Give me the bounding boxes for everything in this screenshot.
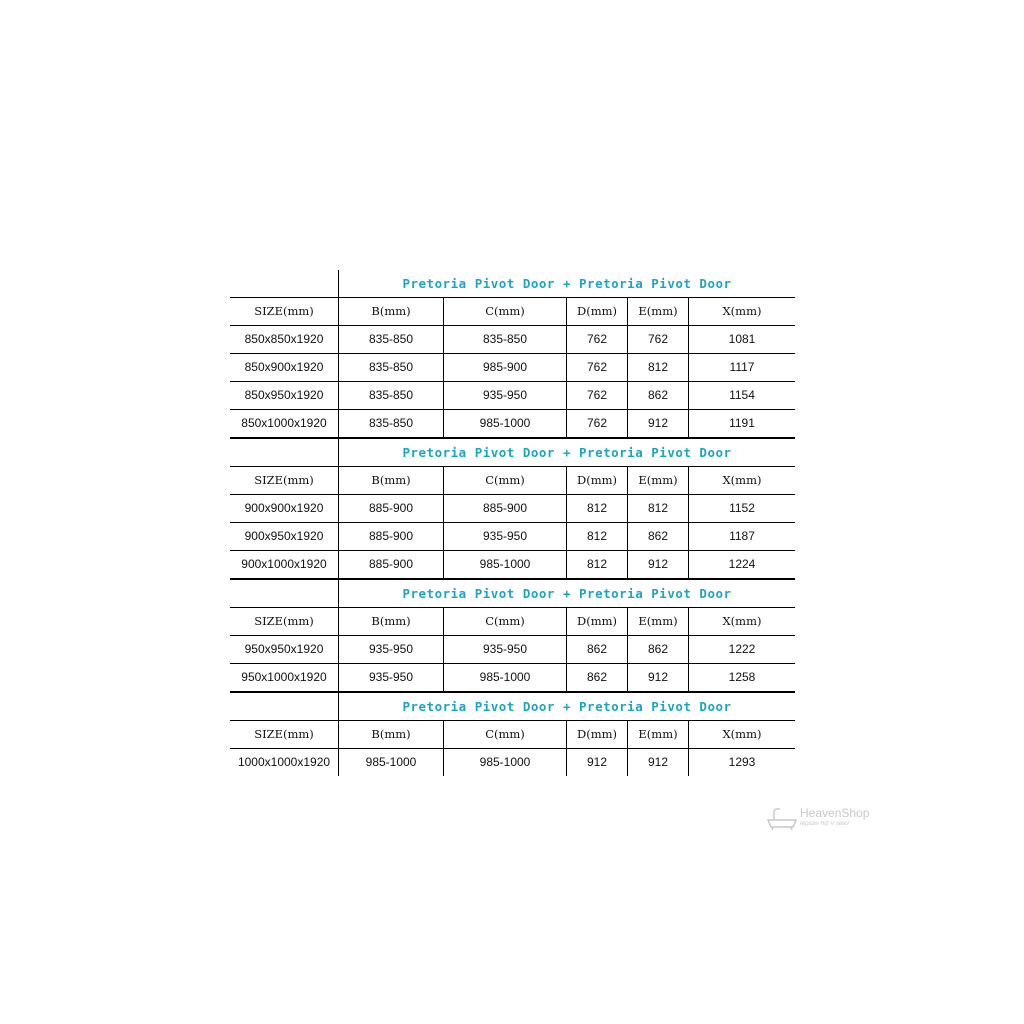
- blank-cell: [230, 693, 338, 720]
- table-row: [230, 410, 795, 439]
- table-cell: 1293: [688, 749, 795, 776]
- column-header-row: [230, 298, 795, 326]
- column-header: E(mm): [627, 608, 688, 635]
- section-title: Pretoria Pivot Door + Pretoria Pivot Door: [338, 439, 795, 466]
- size-spec-table: [230, 270, 795, 776]
- table-cell: 862: [627, 523, 688, 550]
- table-cell: 812: [566, 495, 627, 522]
- blank-cell: [230, 439, 338, 466]
- table-row: [230, 551, 795, 580]
- table-cell: 1117: [688, 354, 795, 381]
- table-cell: 912: [627, 410, 688, 437]
- column-header: C(mm): [443, 721, 566, 748]
- table-cell: 900x900x1920: [244, 501, 324, 515]
- table-cell: 900x1000x1920: [241, 557, 327, 571]
- table-cell: 850x900x1920: [244, 360, 324, 374]
- table-cell: 1152: [688, 495, 795, 522]
- column-header: X(mm): [688, 608, 795, 635]
- table-cell: 950x950x1920: [244, 642, 324, 656]
- column-header: C(mm): [443, 467, 566, 494]
- table-cell: 850x850x1920: [244, 332, 324, 346]
- table-cell: 812: [566, 551, 627, 578]
- column-header: SIZE(mm): [254, 473, 314, 487]
- table-cell: 935-950: [443, 523, 566, 550]
- watermark-brand: HeavenShop: [800, 806, 870, 820]
- column-header-row: [230, 608, 795, 636]
- table-cell: 850x950x1920: [244, 388, 324, 402]
- blank-cell: [230, 270, 338, 297]
- table-row: [230, 495, 795, 523]
- table-row: [230, 664, 795, 693]
- table-row: [230, 749, 795, 776]
- table-cell: 985-1000: [443, 551, 566, 578]
- section-title: Pretoria Pivot Door + Pretoria Pivot Door: [338, 270, 795, 297]
- column-header: B(mm): [338, 298, 443, 325]
- table-cell: 835-850: [443, 326, 566, 353]
- table-cell: 862: [627, 382, 688, 409]
- column-header: D(mm): [566, 298, 627, 325]
- table-cell: 1154: [688, 382, 795, 409]
- column-header-row: [230, 721, 795, 749]
- column-header: X(mm): [688, 467, 795, 494]
- heavenshop-watermark: [766, 806, 876, 832]
- table-cell: 985-1000: [443, 749, 566, 776]
- table-row: [230, 523, 795, 551]
- table-cell: 985-1000: [338, 749, 443, 776]
- table-cell: 912: [627, 551, 688, 578]
- table-cell: 762: [566, 410, 627, 437]
- section-title-row: [230, 270, 795, 298]
- table-cell: 812: [627, 354, 688, 381]
- column-header: B(mm): [338, 467, 443, 494]
- table-cell: 1224: [688, 551, 795, 578]
- table-cell: 885-900: [338, 523, 443, 550]
- column-header: SIZE(mm): [254, 727, 314, 741]
- column-header: X(mm): [688, 298, 795, 325]
- table-row: [230, 382, 795, 410]
- table-cell: 862: [566, 636, 627, 663]
- column-header: C(mm): [443, 608, 566, 635]
- column-header: C(mm): [443, 298, 566, 325]
- table-cell: 850x1000x1920: [241, 416, 327, 430]
- table-row: [230, 354, 795, 382]
- column-header: D(mm): [566, 608, 627, 635]
- table-cell: 1191: [688, 410, 795, 437]
- table-cell: 835-850: [338, 382, 443, 409]
- column-header: SIZE(mm): [254, 614, 314, 628]
- table-cell: 862: [627, 636, 688, 663]
- section-title-row: [230, 693, 795, 721]
- table-cell: 985-900: [443, 354, 566, 381]
- table-cell: 835-850: [338, 410, 443, 437]
- watermark-tagline: lepsze niż v sieci: [800, 820, 849, 827]
- table-cell: 935-950: [443, 382, 566, 409]
- section-title-row: [230, 580, 795, 608]
- table-cell: 885-900: [338, 551, 443, 578]
- table-cell: 835-850: [338, 326, 443, 353]
- table-cell: 1222: [688, 636, 795, 663]
- table-cell: 862: [566, 664, 627, 691]
- column-header: X(mm): [688, 721, 795, 748]
- column-header: D(mm): [566, 467, 627, 494]
- table-cell: 935-950: [338, 636, 443, 663]
- table-cell: 762: [566, 326, 627, 353]
- column-header: E(mm): [627, 721, 688, 748]
- table-cell: 1258: [688, 664, 795, 691]
- table-cell: 912: [566, 749, 627, 776]
- table-cell: 812: [566, 523, 627, 550]
- table-cell: 900x950x1920: [244, 529, 324, 543]
- table-cell: 1081: [688, 326, 795, 353]
- table-cell: 912: [627, 664, 688, 691]
- table-cell: 885-900: [338, 495, 443, 522]
- table-cell: 935-950: [338, 664, 443, 691]
- table-cell: 1000x1000x1920: [237, 755, 331, 769]
- table-cell: 835-850: [338, 354, 443, 381]
- column-header: B(mm): [338, 721, 443, 748]
- table-cell: 985-1000: [443, 664, 566, 691]
- table-cell: 1187: [688, 523, 795, 550]
- section-title: Pretoria Pivot Door + Pretoria Pivot Door: [338, 693, 795, 720]
- table-cell: 885-900: [443, 495, 566, 522]
- column-header: SIZE(mm): [254, 304, 314, 318]
- section-title: Pretoria Pivot Door + Pretoria Pivot Door: [338, 580, 795, 607]
- bathtub-logo-icon: [766, 808, 798, 830]
- section-title-row: [230, 439, 795, 467]
- blank-cell: [230, 580, 338, 607]
- table-cell: 912: [627, 749, 688, 776]
- table-cell: 935-950: [443, 636, 566, 663]
- table-cell: 985-1000: [443, 410, 566, 437]
- column-header: E(mm): [627, 467, 688, 494]
- column-header: E(mm): [627, 298, 688, 325]
- table-cell: 812: [627, 495, 688, 522]
- table-cell: 762: [627, 326, 688, 353]
- column-header: B(mm): [338, 608, 443, 635]
- table-row: [230, 326, 795, 354]
- table-row: [230, 636, 795, 664]
- table-cell: 762: [566, 354, 627, 381]
- table-cell: 950x1000x1920: [241, 670, 327, 684]
- column-header: D(mm): [566, 721, 627, 748]
- column-header-row: [230, 467, 795, 495]
- table-cell: 762: [566, 382, 627, 409]
